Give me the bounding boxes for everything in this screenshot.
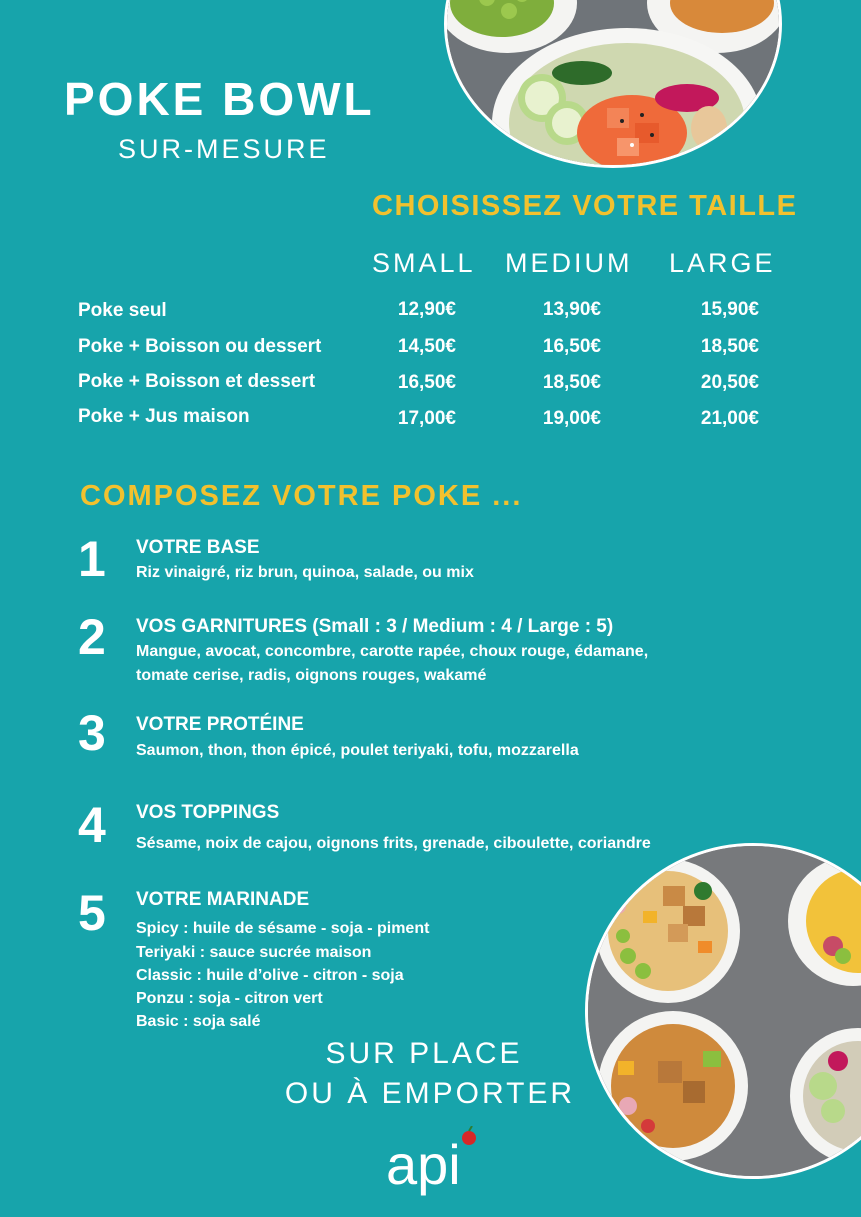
- step-line: Teriyaki : sauce sucrée maison: [136, 944, 372, 961]
- bowls-image: [588, 846, 861, 1176]
- svg-text:api: api: [386, 1133, 461, 1196]
- step-number: 2: [78, 609, 106, 665]
- step-number: 4: [78, 797, 106, 853]
- api-logo: [386, 1126, 486, 1206]
- price-small: 14,50€: [397, 336, 456, 357]
- step-title: VOS TOPPINGS: [136, 802, 280, 823]
- step-title: VOS GARNITURES (Small : 3 / Medium : 4 / Large : 5): [136, 616, 614, 637]
- size-section-heading: CHOISISSEZ VOTRE TAILLE: [372, 190, 798, 222]
- footer-line-2: OU À EMPORTER: [284, 1077, 576, 1110]
- step-line: Saumon, thon, thon épicé, poulet teriyaki, tofu, mozzarella: [136, 742, 579, 759]
- step-number: 3: [78, 705, 106, 761]
- price-row-label: Poke + Jus maison: [78, 406, 250, 427]
- price-large: 15,90€: [700, 299, 759, 320]
- salmon-bowl-image: [447, 0, 779, 165]
- size-column-large: LARGE: [669, 248, 776, 278]
- step-title: VOTRE PROTÉINE: [136, 714, 304, 735]
- step-line: Basic : soja salé: [136, 1013, 261, 1030]
- apple-icon: [386, 1126, 486, 1206]
- step-line: Mangue, avocat, concombre, carotte rapée, choux rouge, édamane,: [136, 643, 649, 660]
- price-row-label: Poke seul: [78, 300, 167, 321]
- poke-bowls-photo-bottom: [585, 843, 861, 1179]
- price-medium: 13,90€: [542, 299, 601, 320]
- page-title: POKE BOWL: [64, 73, 375, 125]
- compose-section-heading: COMPOSEZ VOTRE POKE ...: [80, 480, 523, 512]
- page-subtitle: SUR-MESURE: [118, 134, 330, 164]
- price-large: 20,50€: [700, 372, 759, 393]
- step-title: VOTRE MARINADE: [136, 889, 310, 910]
- size-column-medium: MEDIUM: [505, 248, 633, 278]
- price-small: 16,50€: [397, 372, 456, 393]
- step-title: VOTRE BASE: [136, 537, 260, 558]
- step-line: Classic : huile d’olive - citron - soja: [136, 967, 404, 984]
- step-number: 1: [78, 531, 106, 587]
- step-line: Sésame, noix de cajou, oignons frits, grenade, ciboulette, coriandre: [136, 835, 651, 852]
- price-row-label: Poke + Boisson et dessert: [78, 371, 316, 392]
- price-small: 12,90€: [397, 299, 456, 320]
- price-medium: 18,50€: [542, 372, 601, 393]
- price-small: 17,00€: [397, 408, 456, 429]
- step-line: Riz vinaigré, riz brun, quinoa, salade, ou mix: [136, 564, 474, 581]
- footer-line-1: SUR PLACE: [325, 1037, 523, 1070]
- price-large: 18,50€: [700, 336, 759, 357]
- size-column-small: SMALL: [372, 248, 476, 278]
- price-medium: 19,00€: [542, 408, 601, 429]
- step-line: Spicy : huile de sésame - soja - piment: [136, 920, 430, 937]
- step-line: Ponzu : soja - citron vert: [136, 990, 323, 1007]
- step-number: 5: [78, 885, 106, 941]
- poke-bowl-photo-top: [444, 0, 782, 168]
- price-row-label: Poke + Boisson ou dessert: [78, 336, 322, 357]
- price-medium: 16,50€: [542, 336, 601, 357]
- price-large: 21,00€: [700, 408, 759, 429]
- step-line: tomate cerise, radis, oignons rouges, wakamé: [136, 667, 487, 684]
